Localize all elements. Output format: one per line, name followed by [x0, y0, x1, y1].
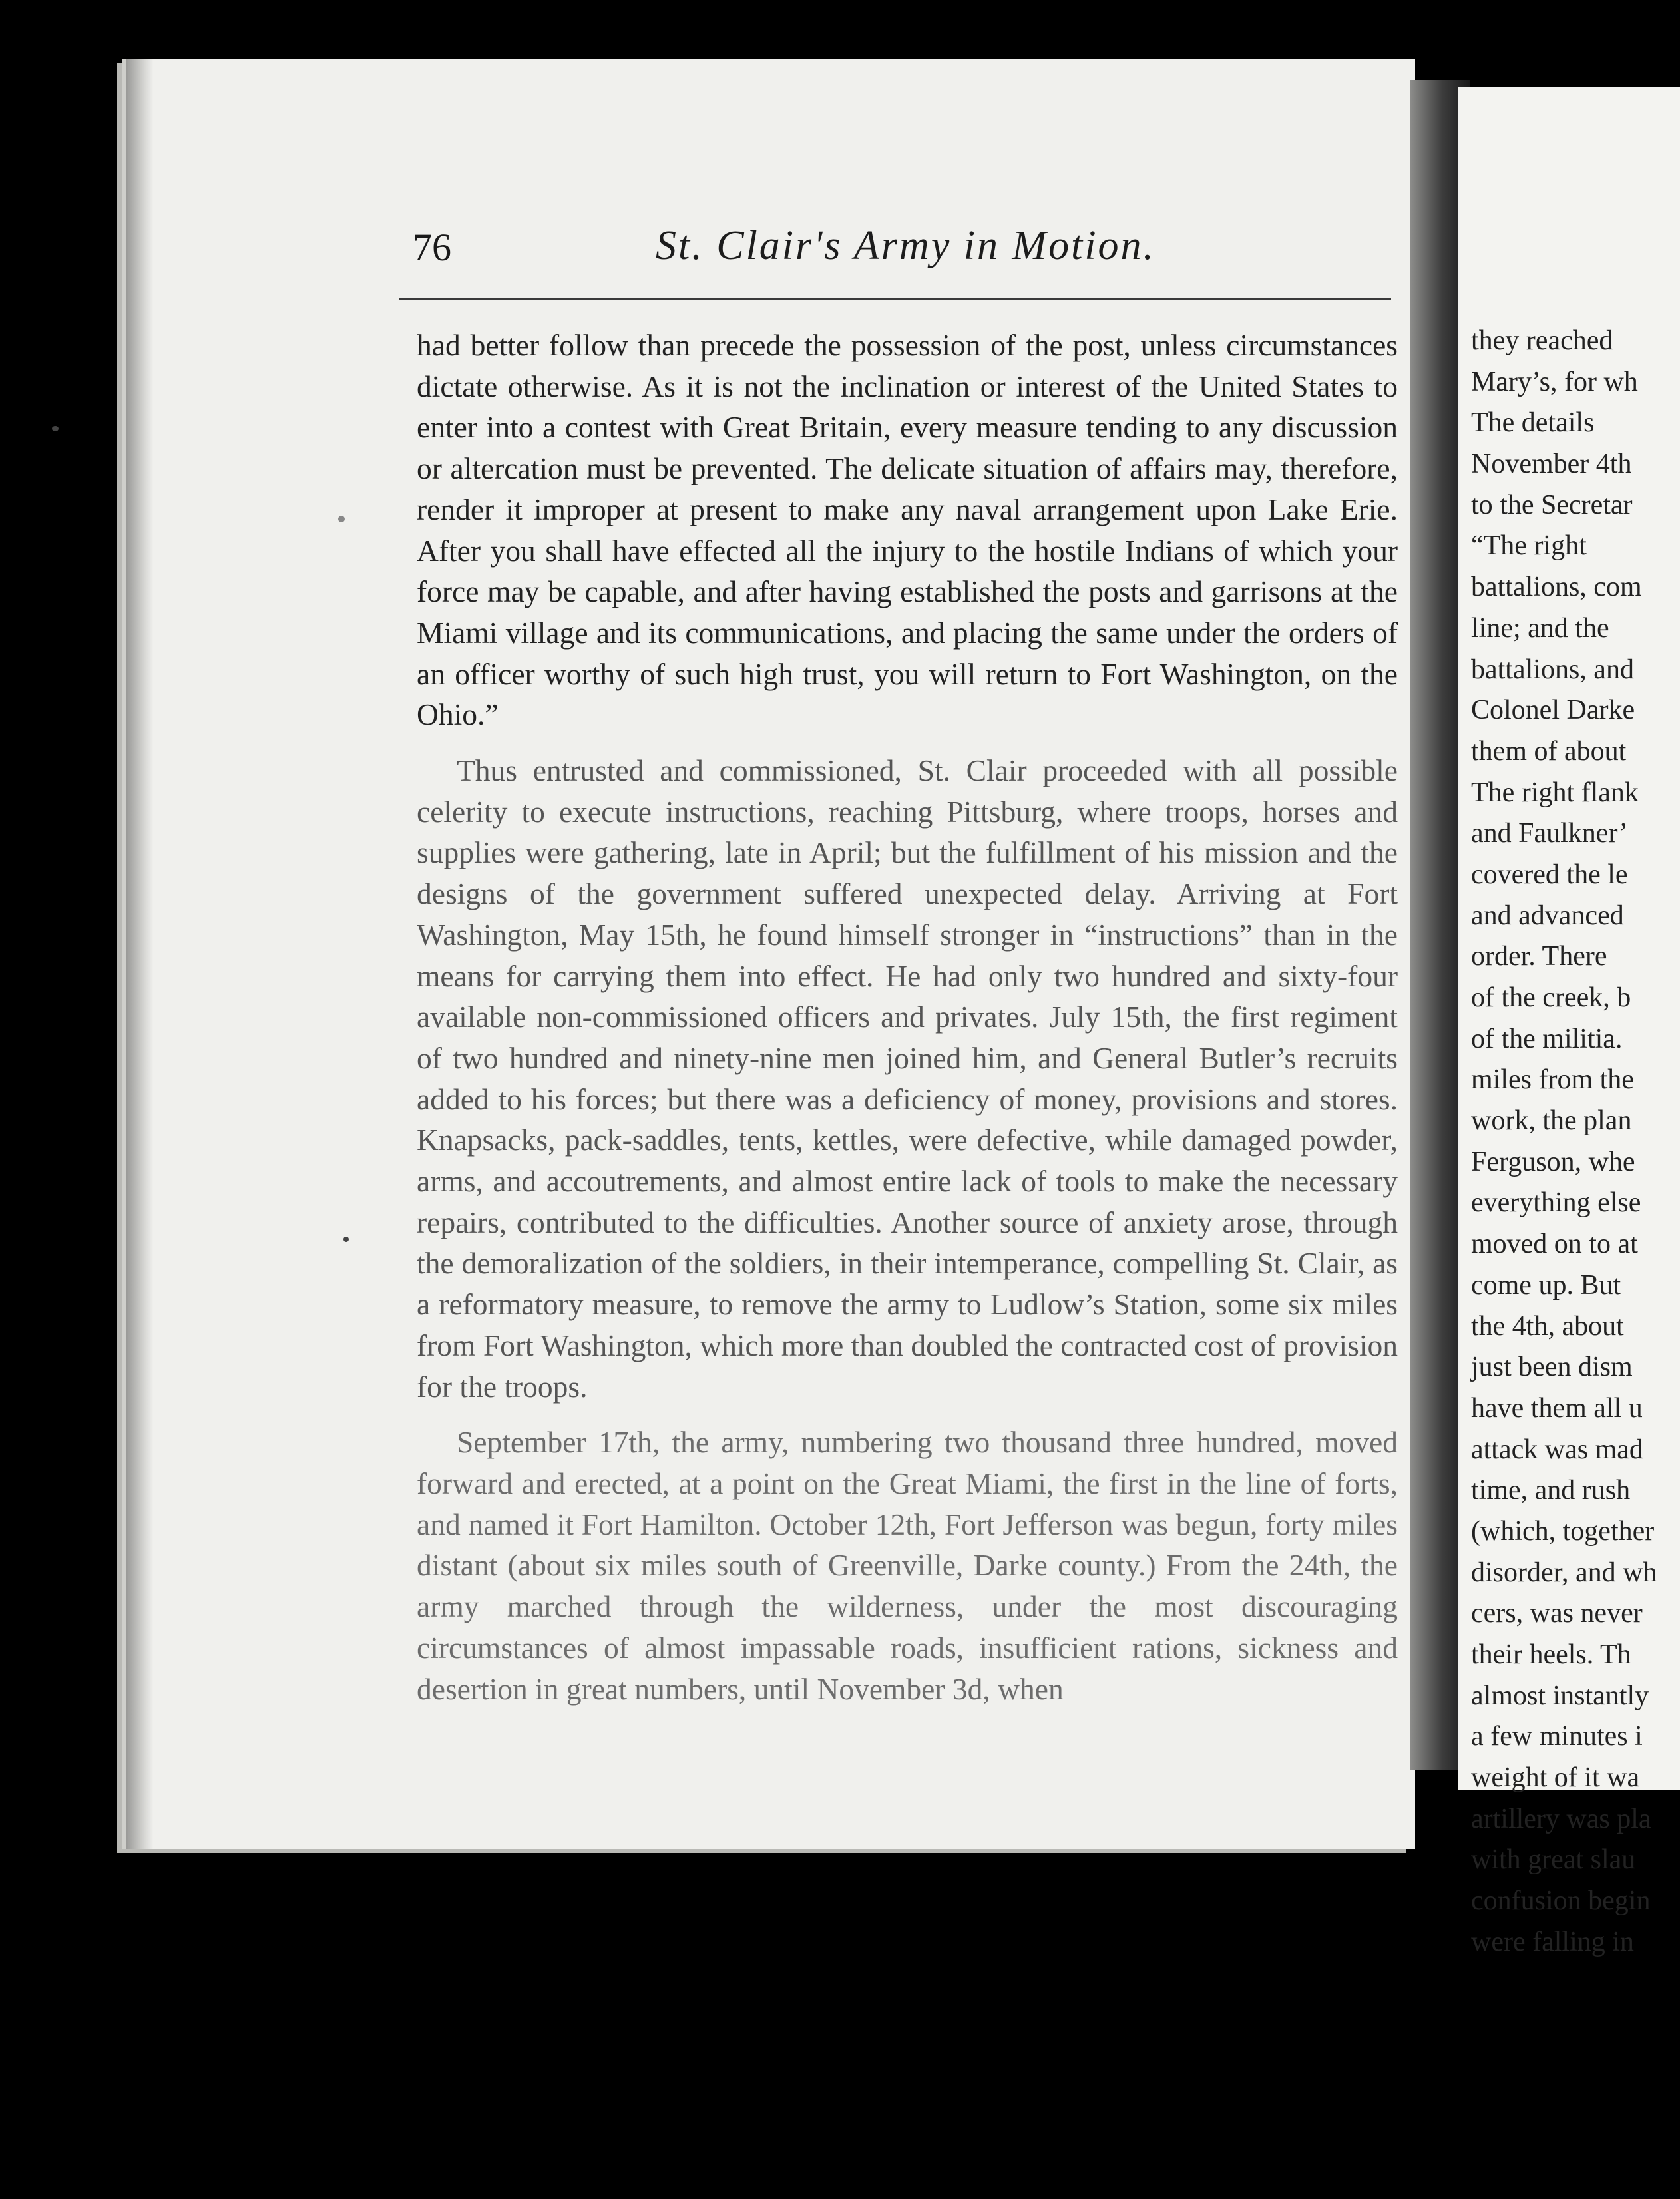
facing-page-line: cers, was never	[1471, 1598, 1643, 1629]
facing-page-line: of the militia.	[1471, 1023, 1623, 1054]
facing-page-line: disorder, and wh	[1471, 1557, 1657, 1588]
facing-page-line: of the creek, b	[1471, 982, 1631, 1013]
facing-page-line: The details	[1471, 407, 1595, 439]
facing-page-line: confusion begin	[1471, 1886, 1651, 1917]
facing-page-line: time, and rush	[1471, 1475, 1631, 1506]
facing-page-line: work, the plan	[1471, 1105, 1632, 1137]
facing-page-line: and advanced	[1471, 900, 1624, 931]
scan-speck	[343, 1237, 349, 1242]
facing-page-line: were falling in	[1471, 1926, 1634, 1957]
facing-page-line: line; and the	[1471, 612, 1609, 644]
page-stack-edge	[126, 59, 153, 1849]
facing-page-line: covered the le	[1471, 859, 1628, 890]
scan-speck	[338, 516, 345, 522]
facing-page-line: Colonel Darke	[1471, 695, 1635, 726]
facing-page-line: moved on to at	[1471, 1229, 1638, 1260]
page-body	[417, 325, 1398, 1709]
facing-page-line: just been dism	[1471, 1352, 1633, 1383]
facing-page-line: a few minutes i	[1471, 1721, 1643, 1752]
facing-page-line: with great slau	[1471, 1844, 1636, 1876]
paragraph-quote-end: had better follow than precede the possession of the post, unless circumstances dictate otherwise. As it is not the inclination or interest of the United States to enter into a contest with Great Britain, every measure tending to any discussion or altercation must be prevented. The delicate situation of affairs may, therefore, render it improper at present to make any naval arrangement upon Lake Erie. After you shall have effected all the injury to the hostile Indians of which your force may be capable, and after having established the posts and garrisons at the Miami village and its communications, and placing the same under the orders of an officer worthy of such high trust, you will return to Fort Washington, on the Ohio.”	[417, 328, 1398, 732]
facing-page-line: to the Secretar	[1471, 489, 1633, 520]
facing-page-line: The right flank	[1471, 777, 1639, 808]
facing-page-line: “The right	[1471, 530, 1587, 562]
facing-page-line: come up. But	[1471, 1269, 1621, 1300]
facing-page-line: everything else	[1471, 1187, 1641, 1219]
paragraph-st-clair-proceeded: Thus entrusted and commissioned, St. Clair proceeded with all possible celerity to execute instructions, reaching Pittsburg, where troops, horses and supplies were gathering, late in April; but the fulfillment of his mission and the designs of the government suffered unexpected delay. Arriving at Fort Washington, May 15th, he found himself stronger in “instructions” than in the means for carrying them into effect. He had only two hundred and sixty-four available non-commissioned officers and privates. July 15th, the first regiment of two hundred and ninety-nine men joined him, and General Butler’s recruits added to his forces; but there was a deficiency of money, provisions and stores. Knapsacks, pack-saddles, tents, kettles, were defective, while damaged powder, arms, and accoutrements, and almost entire lack of tools to make the necessary repairs, contributed to the difficulties. Another source of anxiety arose, through the demoralization of the soldiers, in their intemperance, compelling St. Clair, as a reformatory measure, to remove the army to Ludlow’s Station, some six miles from Fort Washington, which more than doubled the contracted cost of provision for the troops.	[417, 753, 1398, 1404]
facing-page-line: their heels. Th	[1471, 1639, 1631, 1670]
facing-page-line: November 4th	[1471, 449, 1632, 480]
facing-page-line: they reached	[1471, 325, 1613, 356]
facing-page-line: Mary’s, for wh	[1471, 366, 1638, 397]
facing-page-line: and Faulkner’	[1471, 818, 1628, 849]
facing-page-line: the 4th, about	[1471, 1310, 1624, 1342]
running-head: St. Clair's Army in Motion.	[656, 223, 1156, 268]
facing-page-line: almost instantly	[1471, 1680, 1649, 1711]
facing-page-line: (which, together	[1471, 1515, 1655, 1547]
facing-page-line: battalions, com	[1471, 572, 1642, 603]
header-rule	[399, 298, 1391, 300]
facing-page-line: attack was mad	[1471, 1434, 1643, 1465]
facing-page-line: weight of it wa	[1471, 1762, 1640, 1794]
facing-page-line: have them all u	[1471, 1392, 1643, 1424]
scan-speck	[52, 426, 59, 431]
facing-page-line: miles from the	[1471, 1064, 1634, 1096]
facing-page-line: them of about	[1471, 735, 1627, 767]
facing-page-line: battalions, and	[1471, 654, 1634, 685]
paragraph-army-moved: September 17th, the army, numbering two thousand three hundred, moved forward and erected, at a point on the Great Miami, the first in the line of forts, and named it Fort Hamilton. October 12th, Fort Jefferson was begun, forty miles distant (about six miles south of Greenville, Darke county.) From the 24th, the army marched through the wilderness, under the most discouraging circumstances of almost impassable roads, insufficient rations, sickness and desertion in great numbers, until November 3d, when	[417, 1425, 1398, 1706]
facing-page-line: artillery was pla	[1471, 1803, 1651, 1834]
facing-page-line: order. There	[1471, 941, 1607, 972]
facing-page-line: Ferguson, whe	[1471, 1146, 1635, 1177]
facing-page-text	[1471, 321, 1680, 1963]
page-number: 76	[413, 226, 451, 269]
